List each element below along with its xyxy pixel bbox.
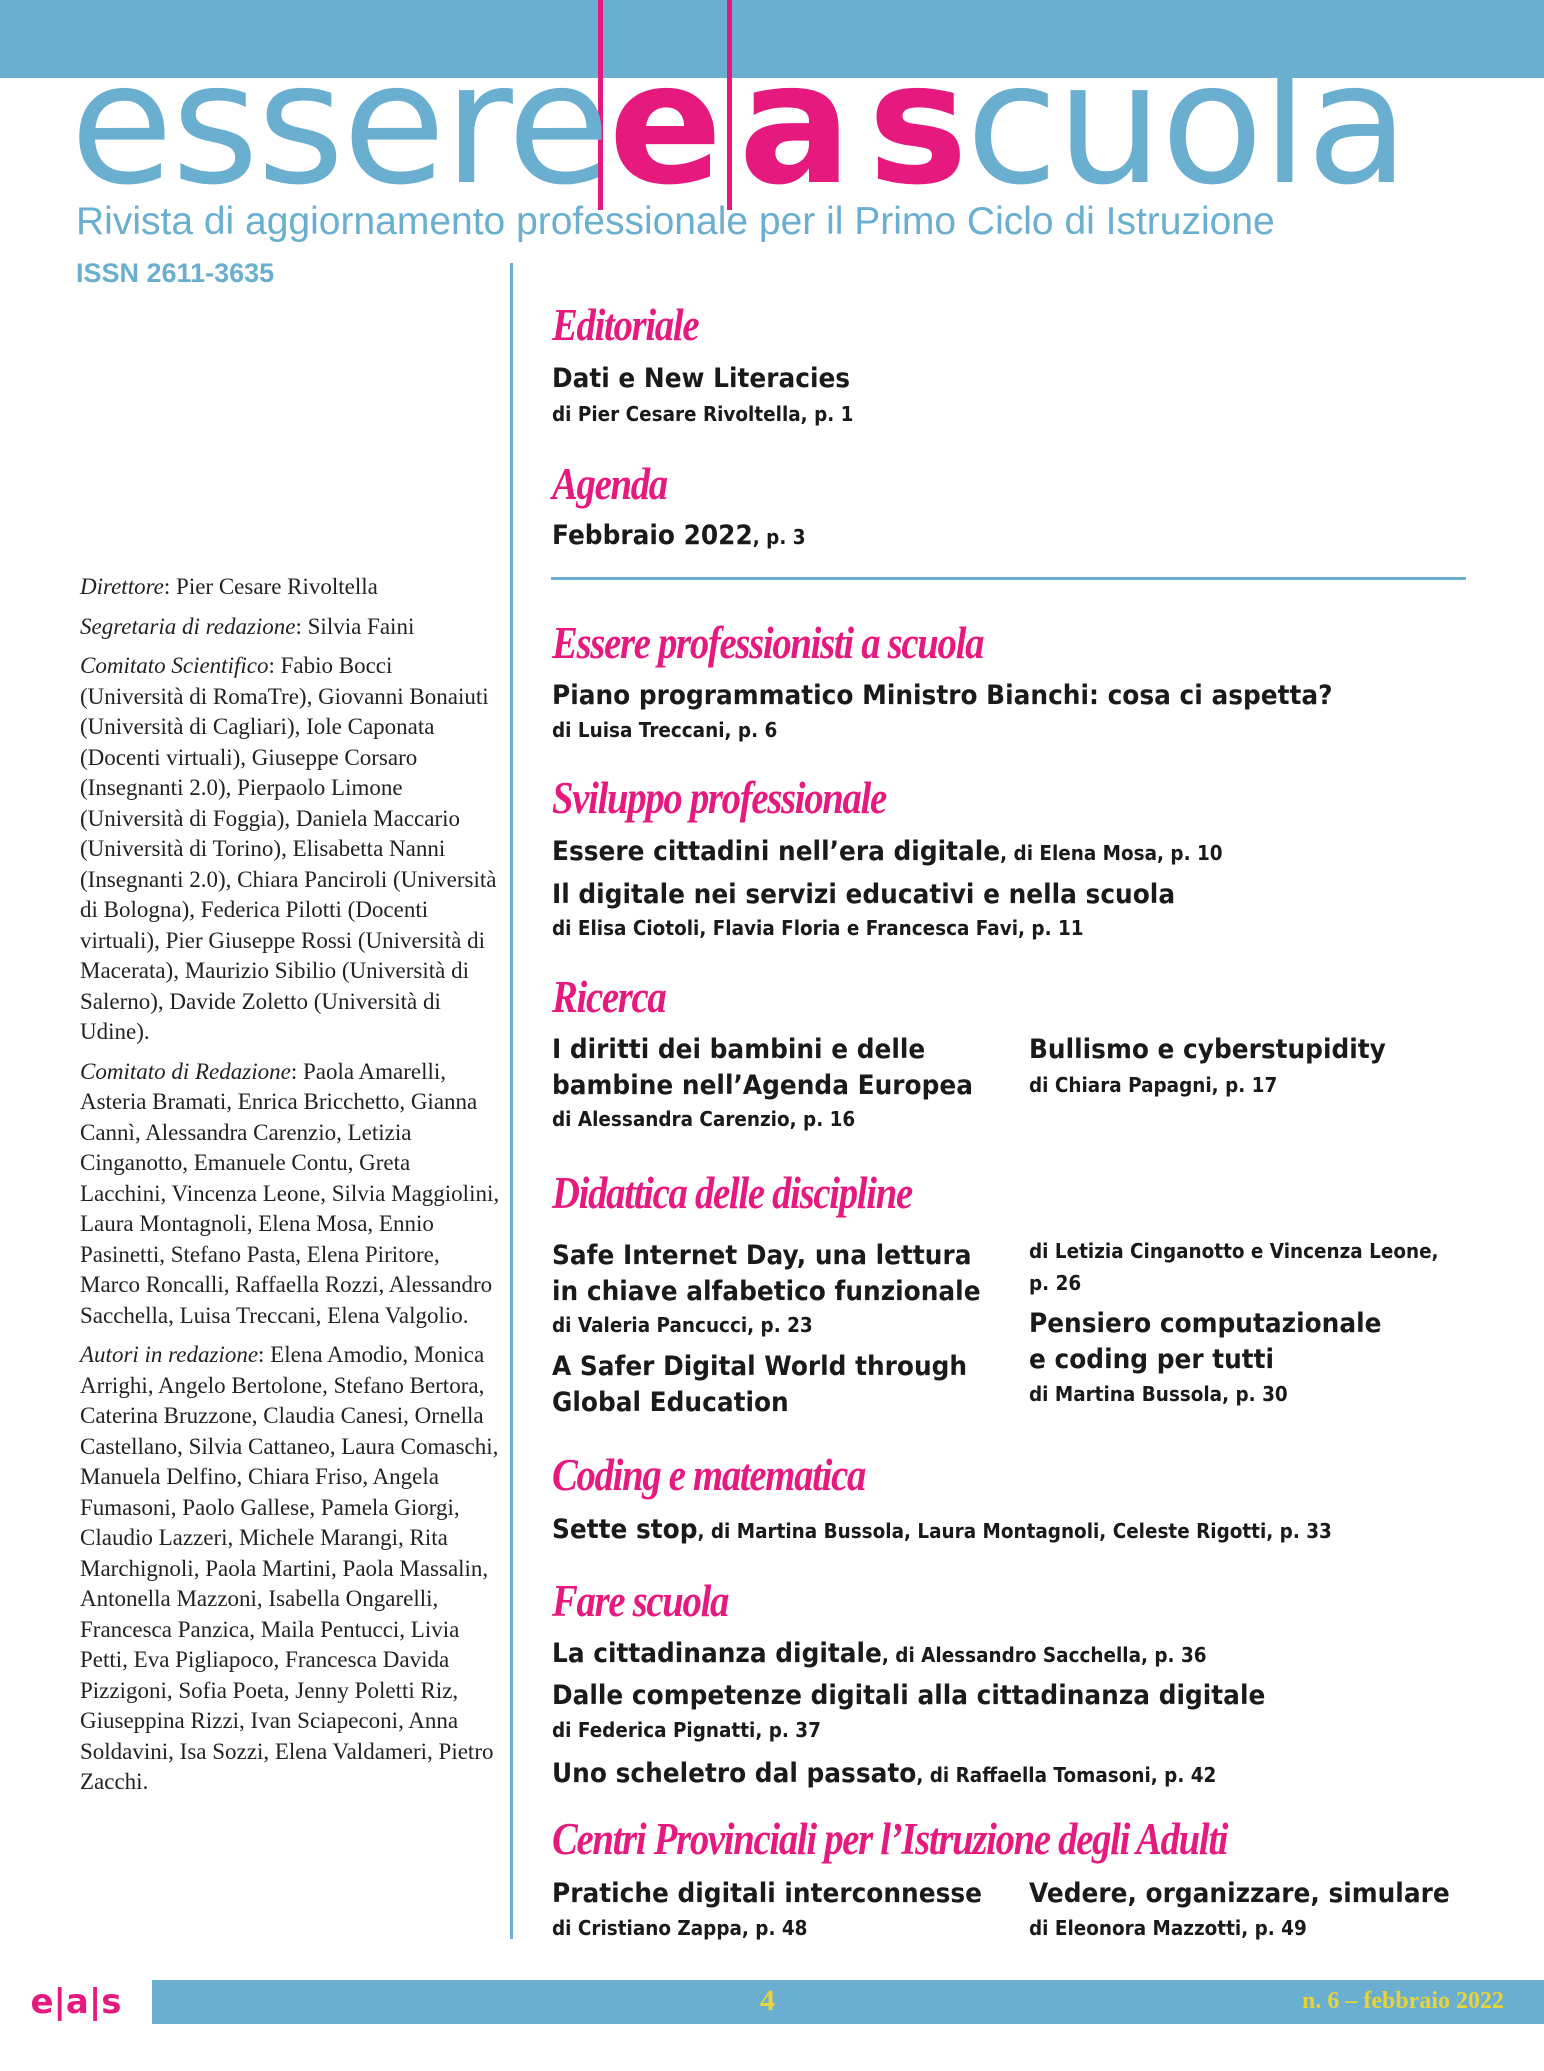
section-divider	[551, 577, 1466, 580]
article-title[interactable]: Il digitale nei servizi educativi e nella scuola	[552, 879, 1176, 910]
masthead-a: a	[738, 26, 850, 222]
article-author: di Martina Bussola, p. 30	[1029, 1382, 1288, 1406]
article-title[interactable]: I diritti dei bambini e delle	[552, 1034, 926, 1065]
article-title[interactable]: Pensiero computazionale	[1029, 1308, 1382, 1339]
page-number: 4	[760, 1984, 775, 2017]
issue-label: n. 6 – febbraio 2022	[1301, 1988, 1504, 2014]
footer-logo: e|a|s	[0, 1980, 152, 2024]
staff-comitato-redazione: Comitato di Redazione: Paola Amarelli, Asteria Bramati, Enrica Bricchetto, Gianna Cannì, Alessandra Carenzio, Letizia Cinganotto, Emanuele Contu, Greta Lacchini, Vincenza Leone, Silvia Maggiolini, Laura Montagnoli, Elena Mosa, Ennio Pasinetti, Stefano Pasta, Elena Piritore, Marco Roncalli, Raffaella Rozzi, Alessandro Sacchella, Luisa Treccani, Elena Valgolio.	[80, 1058, 500, 1328]
staff-segreteria: Segretaria di redazione: Silvia Faini	[80, 613, 415, 639]
masthead-s: s	[867, 26, 966, 222]
article-title[interactable]: Uno scheletro dal passato, di Raffaella Tomasoni, p. 42	[552, 1758, 1217, 1789]
issn: ISSN 2611-3635	[76, 258, 275, 288]
article-title[interactable]: Pratiche digitali interconnesse	[552, 1878, 983, 1909]
section-professionisti: Essere professionisti a scuola	[552, 618, 984, 668]
staff-autori: Autori in redazione: Elena Amodio, Monica Arrighi, Angelo Bertolone, Stefano Bertora, Caterina Bruzzone, Claudia Canesi, Ornella Castellano, Silvia Cattaneo, Laura Comaschi, Manuela Delfino, Chiara Friso, Angela Fumasoni, Paolo Gallese, Pamela Giorgi, Claudio Lazzeri, Michele Marangi, Rita Marchignoli, Paola Martini, Paola Massalin, Antonella Mazzoni, Isabella Ongarelli, Francesca Panzica, Maila Pentucci, Livia Petti, Eva Pigliapoco, Francesca Davida Pizzigoni, Sofia Poeta, Jenny Poletti Riz, Giuseppina Rizzi, Ivan Sciapeconi, Anna Soldavini, Isa Sozzi, Elena Valdameri, Pietro Zacchi.	[80, 1342, 499, 1794]
article-title[interactable]: Dalle competenze digitali alla cittadinanza digitale	[552, 1680, 1266, 1711]
article-title[interactable]: Piano programmatico Ministro Bianchi: cosa ci aspetta?	[552, 680, 1333, 711]
article-author: di Alessandra Carenzio, p. 16	[552, 1107, 856, 1131]
section-editoriale: Editoriale	[552, 300, 699, 350]
article-title[interactable]: La cittadinanza digitale, di Alessandro Sacchella, p. 36	[552, 1638, 1207, 1669]
editorial-staff	[80, 572, 500, 1807]
article-author: di Chiara Papagni, p. 17	[1029, 1073, 1278, 1097]
article-author: di Letizia Cinganotto e Vincenza Leone,	[1029, 1239, 1439, 1263]
masthead-e: e	[608, 26, 721, 222]
masthead-essere: essere	[70, 26, 609, 222]
section-ricerca: Ricerca	[552, 972, 666, 1022]
article-title[interactable]: Bullismo e cyberstupidity	[1029, 1034, 1386, 1065]
section-fare-scuola: Fare scuola	[552, 1576, 729, 1626]
staff-direttore: Direttore: Pier Cesare Rivoltella	[80, 574, 378, 599]
article-title[interactable]: Dati e New Literacies	[552, 363, 851, 394]
section-cpia: Centri Provinciali per l’Istruzione degli Adulti	[552, 1814, 1228, 1864]
column-divider	[510, 263, 513, 1939]
tagline: Rivista di aggiornamento professionale per il Primo Ciclo di Istruzione	[76, 200, 1275, 243]
article-title[interactable]: Essere cittadini nell’era digitale, di Elena Mosa, p. 10	[552, 836, 1223, 867]
article-title[interactable]: e coding per tutti	[1029, 1344, 1275, 1375]
article-title[interactable]: bambine nell’Agenda Europea	[552, 1070, 973, 1101]
article-title[interactable]: in chiave alfabetico funzionale	[552, 1276, 981, 1307]
masthead-cuola: cuola	[965, 26, 1408, 222]
article-author: di Luisa Treccani, p. 6	[552, 718, 778, 742]
article-title[interactable]: Global Education	[552, 1387, 789, 1418]
section-agenda: Agenda	[552, 459, 667, 509]
article-author: di Pier Cesare Rivoltella, p. 1	[552, 402, 854, 426]
section-coding: Coding e matematica	[552, 1450, 866, 1500]
article-author: di Cristiano Zappa, p. 48	[552, 1916, 808, 1940]
article-title[interactable]: Safe Internet Day, una lettura	[552, 1240, 972, 1271]
article-author: di Elisa Ciotoli, Flavia Floria e Francesca Favi, p. 11	[552, 916, 1084, 940]
article-title[interactable]: Sette stop, di Martina Bussola, Laura Montagnoli, Celeste Rigotti, p. 33	[552, 1514, 1332, 1545]
section-didattica: Didattica delle discipline	[552, 1168, 912, 1218]
article-title[interactable]: A Safer Digital World through	[552, 1351, 968, 1382]
article-author: p. 26	[1029, 1271, 1082, 1295]
article-author: di Federica Pignatti, p. 37	[552, 1718, 821, 1742]
article-title[interactable]: Vedere, organizzare, simulare	[1029, 1878, 1450, 1909]
article-title[interactable]: Febbraio 2022, p. 3	[552, 520, 806, 551]
staff-comitato-scientifico: Comitato Scientifico: Fabio Bocci (Università di RomaTre), Giovanni Bonaiuti (Università di Cagliari), Iole Caponata (Docenti virtuali), Giuseppe Corsaro (Insegnanti 2.0), Pierpaolo Limone (Università di Foggia), Daniela Maccario (Università di Torino), Elisabetta Nanni (Insegnanti 2.0), Chiara Panciroli (Università di Bologna), Federica Pilotti (Docenti virtuali), Pier Giuseppe Rossi (Università di Macerata), Maurizio Sibilio (Università di Salerno), Davide Zoletto (Università di Udine).	[80, 653, 497, 1044]
section-sviluppo: Sviluppo professionale	[552, 773, 886, 823]
article-author: di Valeria Pancucci, p. 23	[552, 1313, 813, 1337]
article-author: di Eleonora Mazzotti, p. 49	[1029, 1916, 1307, 1940]
